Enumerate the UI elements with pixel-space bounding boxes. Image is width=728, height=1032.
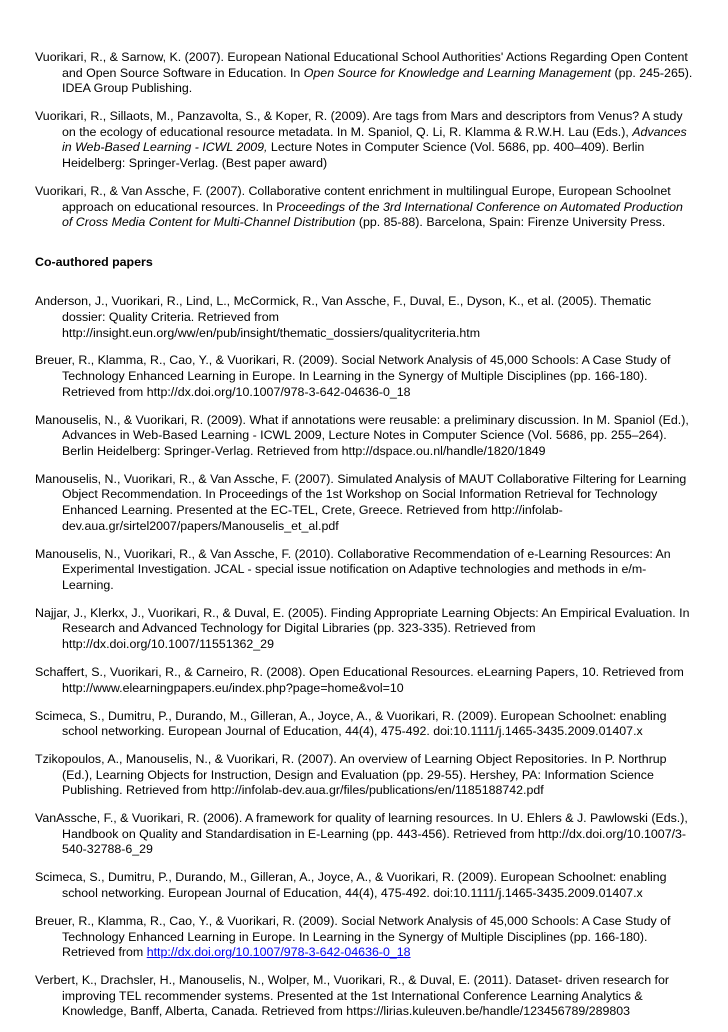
reference-entry: Tzikopoulos, A., Manouselis, N., & Vuorikari, R. (2007). An overview of Learning Object Repositories. In P. Northrup (Ed.), Learning Objects for Instruction, Design and Evaluation (pp. 29-55). Hershey, PA: Information Science Publishing. Retrieved from http://infolab-dev.aua.gr/files/publications/en/1185188742.pdf	[35, 752, 667, 798]
section-heading: Co-authored papers	[35, 254, 153, 269]
doi-link[interactable]: http://dx.doi.org/10.1007/978-3-642-04636-0_18	[146, 945, 411, 960]
reference-entry: Scimeca, S., Dumitru, P., Durando, M., Gilleran, A., Joyce, A., & Vuorikari, R. (2009). European Schoolnet: enabling school networking. European Journal of Education, 44(4), 475-492. doi:10.1111/j.1465-3435.2009.01407.x	[35, 708, 667, 739]
reference-title-italic: Advances in Web-Based Learning - ICWL 2009,	[62, 124, 687, 155]
reference-entry: Najjar, J., Klerkx, J., Vuorikari, R., & Duval, E. (2005). Finding Appropriate Learning Objects: An Empirical Evaluation. In Research and Advanced Technology for Digital Libraries (pp. 323-335). Retrieved from http://dx.doi.org/10.1007/11551362_29	[35, 605, 690, 651]
reference-entry: Vuorikari, R., & Sarnow, K. (2007). European National Educational School Authorities' Actions Regarding Open Content and Open Source Software in Education. In Open Source for Knowledge and Learning Management (pp. 245-265). IDEA Group Publishing.	[35, 50, 693, 96]
reference-entry: Verbert, K., Drachsler, H., Manouselis, N., Wolper, M., Vuorikari, R., & Duval, E. (2011). Dataset- driven research for improving TEL recommender systems. Presented at the 1st International Conference Learning Analytics & Knowledge, Banff, Alberta, Canada. Retrieved from https://lirias.kuleuven.be/handle/123456789/289803	[35, 973, 669, 1019]
reference-entry: VanAssche, F., & Vuorikari, R. (2006). A framework for quality of learning resources. In U. Ehlers & J. Pawlowski (Eds.), Handbook on Quality and Standardisation in E-Learning (pp. 443-456). Retrieved from http://dx.doi.org/10.1007/3-540-32788-6_29	[35, 811, 688, 857]
reference-entry: Manouselis, N., Vuorikari, R., & Van Assche, F. (2010). Collaborative Recommendation of e-Learning Resources: An Experimental Investigation. JCAL - special issue notification on Adaptive technologies and methods in e/m-Learning.	[35, 546, 671, 592]
reference-entry: Manouselis, N., & Vuorikari, R. (2009). What if annotations were reusable: a preliminary discussion. In M. Spaniol (Ed.), Advances in Web-Based Learning - ICWL 2009, Lecture Notes in Computer Science (Vol. 5686, pp. 255–264). Berlin Heidelberg: Springer-Verlag. Retrieved from http://dspace.ou.nl/handle/1820/1849	[35, 412, 689, 458]
reference-title-italic: Open Source for Knowledge and Learning Management	[303, 65, 612, 80]
reference-entry: Breuer, R., Klamma, R., Cao, Y., & Vuorikari, R. (2009). Social Network Analysis of 45,000 Schools: A Case Study of Technology Enhanced Learning in Europe. In Learning in the Synergy of Multiple Disciplines (pp. 166-180). Retrieved from http://dx.doi.org/10.1007/978-3-642-04636-0_18	[35, 353, 671, 399]
reference-entry: Vuorikari, R., & Van Assche, F. (2007). Collaborative content enrichment in multilingual Europe, European Schoolnet approach on educational resources. In Proceedings of the 3rd International Conference on Automated Production of Cross Media Content for Multi-Channel Distribution (pp. 85-88). Barcelona, Spain: Firenze University Press.	[35, 183, 683, 230]
reference-list	[35, 50, 695, 1032]
reference-entry: Schaffert, S., Vuorikari, R., & Carneiro, R. (2008). Open Educational Resources. eLearning Papers, 10. Retrieved from http://www.elearningpapers.eu/index.php?page=home&vol=10	[35, 664, 684, 695]
reference-entry: Vuorikari, R., Sillaots, M., Panzavolta, S., & Koper, R. (2009). Are tags from Mars and descriptors from Venus? A study on the ecology of educational resource metadata. In M. Spaniol, Q. Li, R. Klamma & R.W.H. Lau (Eds.), Advances in Web-Based Learning - ICWL 2009, Lecture Notes in Computer Science (Vol. 5686, pp. 400–409). Berlin Heidelberg: Springer-Verlag. (Best paper award)	[35, 109, 687, 170]
reference-entry: Scimeca, S., Dumitru, P., Durando, M., Gilleran, A., Joyce, A., & Vuorikari, R. (2009). European Schoolnet: enabling school networking. European Journal of Education, 44(4), 475-492. doi:10.1111/j.1465-3435.2009.01407.x	[35, 870, 667, 901]
reference-entry: Manouselis, N., Vuorikari, R., & Van Assche, F. (2007). Simulated Analysis of MAUT Collaborative Filtering for Learning Object Recommendation. In Proceedings of the 1st Workshop on Social Information Retrieval for Technology Enhanced Learning. Presented at the EC-TEL, Crete, Greece. Retrieved from http://infolab-dev.aua.gr/sirtel2007/papers/Manouselis_et_al.pdf	[35, 471, 687, 533]
reference-entry: Breuer, R., Klamma, R., Cao, Y., & Vuorikari, R. (2009). Social Network Analysis of 45,000 Schools: A Case Study of Technology Enhanced Learning in Europe. In Learning in the Synergy of Multiple Disciplines (pp. 166-180). Retrieved from http://dx.doi.org/10.1007/978-3-642-04636-0_18	[35, 914, 671, 960]
reference-title-italic: roceedings of the 3rd International Conference on Automated Production of Cross Media Content for Multi-Channel Distribution	[62, 199, 683, 230]
reference-entry: Anderson, J., Vuorikari, R., Lind, L., McCormick, R., Van Assche, F., Duval, E., Dyson, K., et al. (2005). Thematic dossier: Quality Criteria. Retrieved from http://insight.eun.org/ww/en/pub/insight/thematic_dossiers/qualitycriteria.htm	[35, 294, 652, 340]
